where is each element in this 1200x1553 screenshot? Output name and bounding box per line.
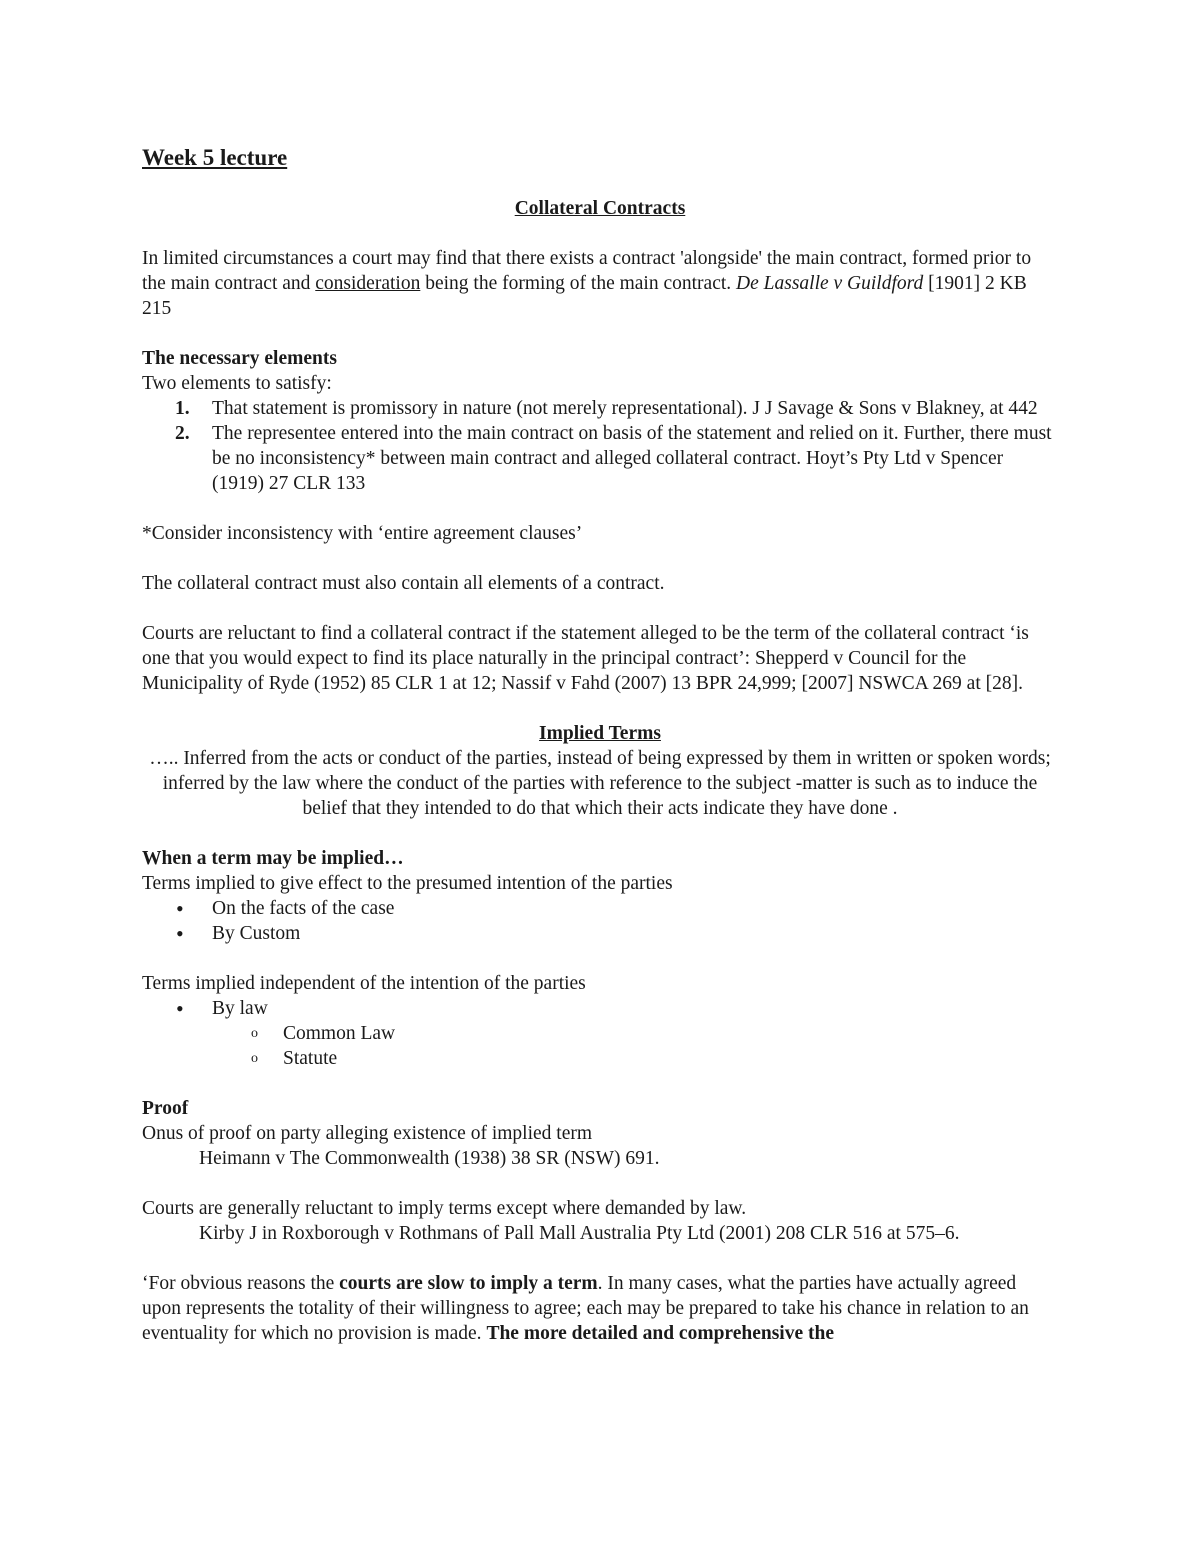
list-item-text: By Custom	[212, 923, 301, 944]
onus-paragraph: Onus of proof on party alleging existence of implied term	[142, 1123, 593, 1144]
list-number: 1.	[175, 398, 190, 419]
list-item-text: Common Law	[283, 1023, 396, 1044]
document-title: Week 5 lecture	[142, 145, 288, 170]
collateral-heading: Collateral Contracts	[514, 198, 686, 219]
elements-heading: The necessary elements	[142, 348, 337, 369]
list-item-text: By law	[212, 998, 268, 1019]
proof-heading: Proof	[142, 1098, 189, 1119]
list-item-text: Statute	[283, 1048, 338, 1069]
implied-heading: Implied Terms	[539, 723, 661, 744]
collateral-intro	[142, 246, 1058, 321]
list-item	[176, 896, 1058, 921]
bullet-icon: •	[176, 896, 184, 921]
quote-paragraph	[142, 1271, 1058, 1346]
inconsistency-note: *Consider inconsistency with ‘entire agreement clauses’	[142, 523, 583, 544]
quote-emphasis-2: The more detailed and comprehensive the	[486, 1323, 834, 1344]
onus-case: Heimann v The Commonwealth (1938) 38 SR (NSW) 691.	[199, 1148, 660, 1169]
list-item-text: That statement is promissory in nature (not merely representational). J J Savage & Sons v Blakney, at 442	[212, 398, 1038, 419]
intro-text-2: being the forming of the main contract.	[420, 273, 737, 294]
circle-bullet-icon: o	[251, 1051, 258, 1066]
elements-list	[142, 396, 1058, 496]
bullet-icon: •	[176, 921, 184, 946]
bullet-icon: •	[176, 996, 184, 1021]
list-item-text: The representee entered into the main contract on basis of the statement and relied on it. Further, there must be no inconsistency* between main contract and alleged collateral contract. Hoyt’s Pty Ltd v Spencer (1919) 27 CLR 133	[212, 423, 1052, 494]
sub-list-item	[251, 1046, 1058, 1071]
list-number: 2.	[175, 423, 190, 444]
reluctant-paragraph: Courts are reluctant to find a collateral contract if the statement alleged to be the term of the collateral contract ‘is one that you would expect to find its place naturally in the principal contract’: Shepperd v Council for the Municipality of Ryde (1952) 85 CLR 1 at 12; Nassif v Fahd (2007) 13 BPR 24,999; [2007] NSWCA 269 at [28].	[142, 623, 1029, 694]
list-item-text: On the facts of the case	[212, 898, 395, 919]
list-item	[176, 996, 1058, 1071]
document-body	[142, 143, 1058, 1346]
elements-intro: Two elements to satisfy:	[142, 373, 332, 394]
independent-intro: Terms implied independent of the intention of the parties	[142, 973, 586, 994]
reluctant-case: Kirby J in Roxborough v Rothmans of Pall Mall Australia Pty Ltd (2001) 208 CLR 516 at 575–6.	[199, 1223, 960, 1244]
intro-case-name: De Lassalle v Guildford	[736, 273, 924, 294]
when-implied-heading: When a term may be implied…	[142, 848, 404, 869]
list-item	[175, 396, 1058, 421]
presumed-list	[142, 896, 1058, 946]
intro-underlined-term: consideration	[315, 273, 421, 294]
independent-list	[142, 996, 1058, 1071]
quote-text: ‘For obvious reasons the	[142, 1273, 340, 1294]
presumed-intro: Terms implied to give effect to the presumed intention of the parties	[142, 873, 673, 894]
list-item	[175, 421, 1058, 496]
sub-list-item	[251, 1021, 1058, 1046]
quote-text-2: . In many cases, what the parties have actually agreed upon represents the totality of their willingness to agree; each may be prepared to take his chance in relation to an eventuality for which no provision is made.	[142, 1273, 1029, 1344]
implied-definition: ….. Inferred from the acts or conduct of the parties, instead of being expressed by them in written or spoken words; inferred by the law where the conduct of the parties with reference to the subject -matter is such as to induce the belief that they intended to do that which their acts indicate they have done .	[149, 748, 1051, 819]
generally-reluctant-paragraph: Courts are generally reluctant to imply terms except where demanded by law.	[142, 1198, 747, 1219]
quote-emphasis: courts are slow to imply a term	[339, 1273, 598, 1294]
circle-bullet-icon: o	[251, 1026, 258, 1041]
intro-citation: [1901] 2 KB 215	[142, 273, 1027, 319]
list-item	[176, 921, 1058, 946]
intro-text: In limited circumstances a court may find that there exists a contract 'alongside' the main contract, formed prior to the main contract and	[142, 248, 1032, 294]
all-elements-paragraph: The collateral contract must also contain all elements of a contract.	[142, 573, 665, 594]
law-sub-list	[212, 1021, 1058, 1071]
